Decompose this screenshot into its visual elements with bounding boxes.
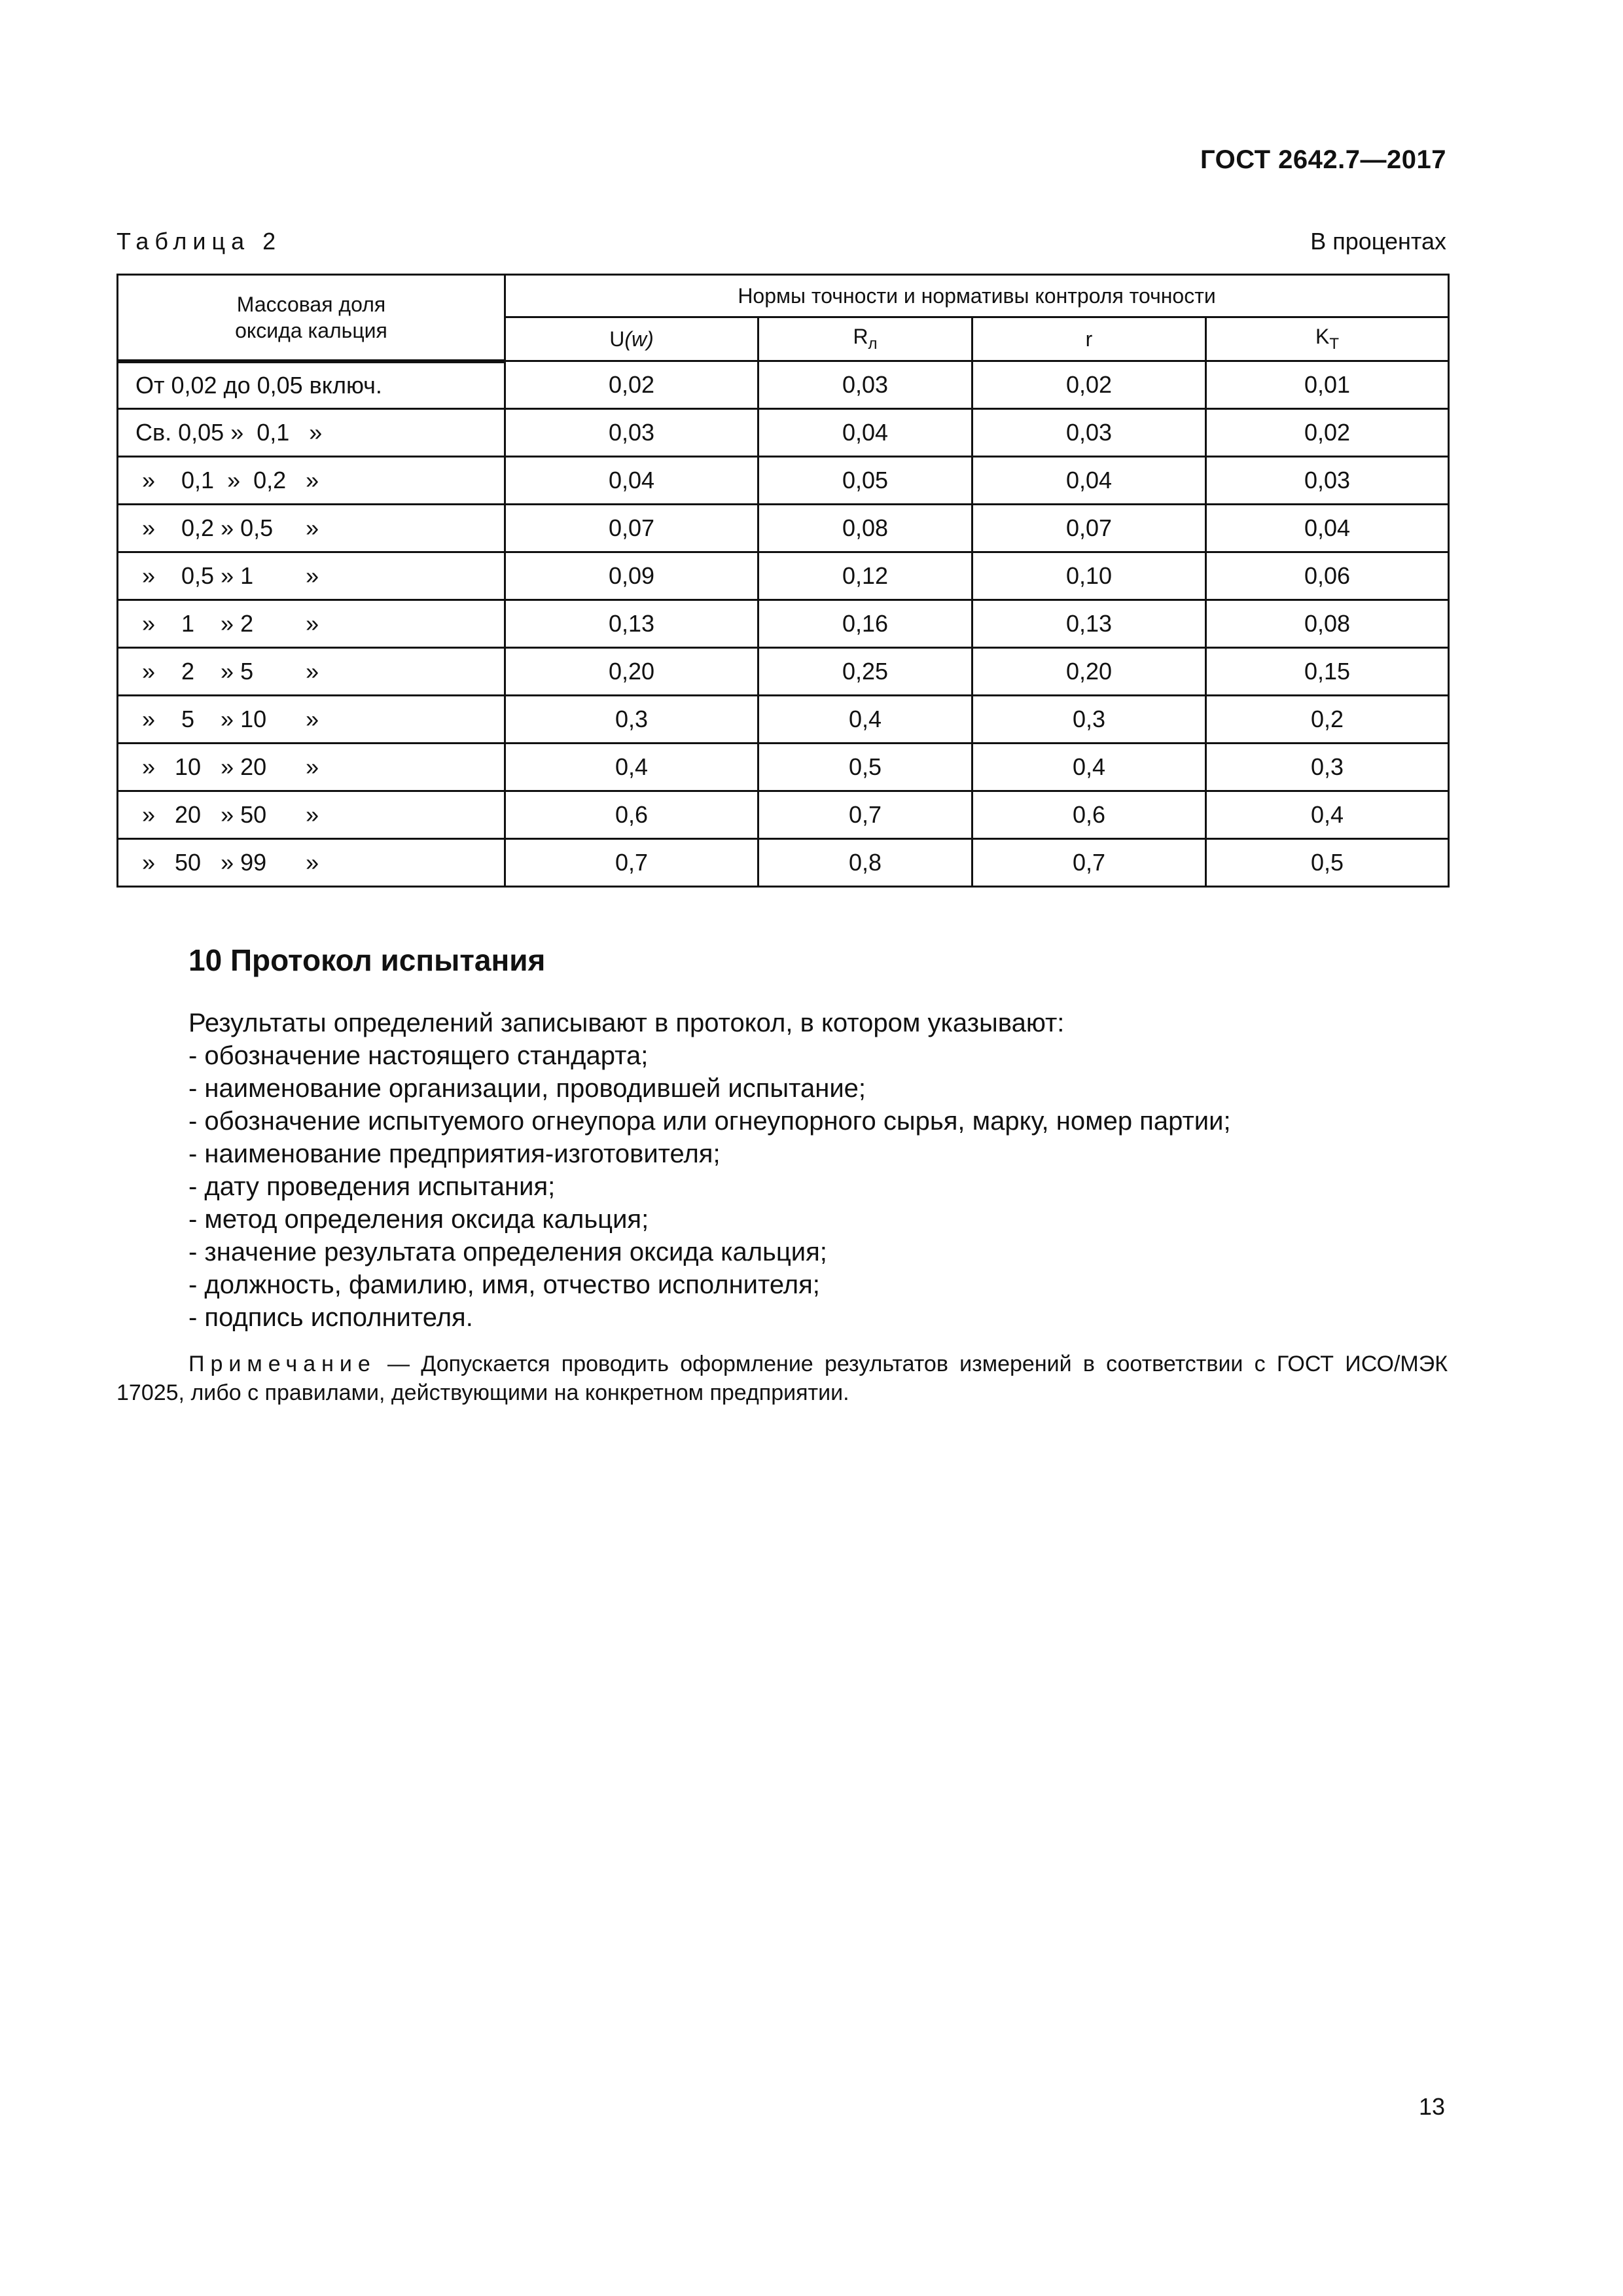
table-row bbox=[118, 696, 1449, 744]
k-t-cell: 0,4 bbox=[1206, 791, 1449, 839]
r-cell: 0,10 bbox=[972, 552, 1206, 600]
range-cell: » 0,2 » 0,5 » bbox=[118, 505, 505, 552]
list-item: - дату проведения испытания; bbox=[188, 1172, 556, 1201]
list-item: - должность, фамилию, имя, отчество исполнителя; bbox=[188, 1270, 820, 1299]
u-cell: 0,02 bbox=[505, 361, 758, 409]
table-row bbox=[118, 791, 1449, 839]
k-t-cell: 0,15 bbox=[1206, 648, 1449, 696]
u-cell: 0,6 bbox=[505, 791, 758, 839]
page-number: 13 bbox=[1418, 2093, 1445, 2120]
table-row bbox=[118, 552, 1449, 600]
u-column-header: U(w) bbox=[505, 317, 758, 361]
note-text: — Допускается проводить оформление результатов измерений в соответствии с ГОСТ ИСО/МЭК 17025, либо с правилами, действующими на конкретном предприятии. bbox=[116, 1352, 1448, 1405]
u-cell: 0,4 bbox=[505, 744, 758, 791]
protocol-items-list bbox=[188, 1039, 1231, 1334]
r-l-cell: 0,5 bbox=[758, 744, 972, 791]
r-l-column-header: $R_л$ bbox=[758, 317, 972, 361]
u-cell: 0,04 bbox=[505, 457, 758, 505]
u-cell: 0,03 bbox=[505, 409, 758, 457]
k-t-cell: 0,3 bbox=[1206, 744, 1449, 791]
u-cell: 0,09 bbox=[505, 552, 758, 600]
r-cell: 0,07 bbox=[972, 505, 1206, 552]
table-units: В процентах bbox=[1310, 228, 1446, 255]
r-cell: 0,6 bbox=[972, 791, 1206, 839]
norms-group-header: Нормы точности и нормативы контроля точности bbox=[505, 275, 1449, 317]
k-t-cell: 0,01 bbox=[1206, 361, 1449, 409]
table-row bbox=[118, 505, 1449, 552]
note-label: Примечание bbox=[188, 1352, 376, 1376]
range-cell: » 0,1 » 0,2 » bbox=[118, 457, 505, 505]
table-row bbox=[118, 744, 1449, 791]
r-l-cell: 0,03 bbox=[758, 361, 972, 409]
list-item: - метод определения оксида кальция; bbox=[188, 1205, 649, 1234]
r-cell: 0,7 bbox=[972, 839, 1206, 887]
list-item: - обозначение испытуемого огнеупора или огнеупорного сырья, марку, номер партии; bbox=[188, 1107, 1231, 1136]
k-t-cell: 0,2 bbox=[1206, 696, 1449, 744]
r-l-cell: 0,7 bbox=[758, 791, 972, 839]
r-cell: 0,20 bbox=[972, 648, 1206, 696]
r-cell: 0,4 bbox=[972, 744, 1206, 791]
r-l-cell: 0,25 bbox=[758, 648, 972, 696]
range-cell: Св. 0,05 » 0,1 » bbox=[118, 409, 505, 457]
k-t-cell: 0,04 bbox=[1206, 505, 1449, 552]
standard-code: ГОСТ 2642.7—2017 bbox=[1200, 145, 1446, 174]
k-t-cell: 0,06 bbox=[1206, 552, 1449, 600]
table-row bbox=[118, 600, 1449, 648]
range-cell: От 0,02 до 0,05 включ. bbox=[118, 361, 505, 409]
list-item: - обозначение настоящего стандарта; bbox=[188, 1041, 649, 1070]
table-caption: Таблица 2 bbox=[116, 228, 282, 255]
section-heading: 10 Протокол испытания bbox=[188, 943, 546, 977]
r-column-header: r bbox=[972, 317, 1206, 361]
r-l-cell: 0,8 bbox=[758, 839, 972, 887]
table-row bbox=[118, 409, 1449, 457]
mass-fraction-header: Массовая доля оксида кальция bbox=[118, 275, 505, 361]
r-cell: 0,04 bbox=[972, 457, 1206, 505]
range-cell: » 2 » 5 » bbox=[118, 648, 505, 696]
r-l-cell: 0,04 bbox=[758, 409, 972, 457]
accuracy-norms-table bbox=[116, 274, 1450, 888]
range-cell: » 50 » 99 » bbox=[118, 839, 505, 887]
r-l-cell: 0,16 bbox=[758, 600, 972, 648]
r-cell: 0,02 bbox=[972, 361, 1206, 409]
u-cell: 0,7 bbox=[505, 839, 758, 887]
k-t-cell: 0,08 bbox=[1206, 600, 1449, 648]
r-l-cell: 0,05 bbox=[758, 457, 972, 505]
table-row bbox=[118, 457, 1449, 505]
u-cell: 0,20 bbox=[505, 648, 758, 696]
note-paragraph bbox=[116, 1350, 1448, 1407]
list-item: - подпись исполнителя. bbox=[188, 1303, 473, 1332]
k-t-cell: 0,5 bbox=[1206, 839, 1449, 887]
k-t-cell: 0,03 bbox=[1206, 457, 1449, 505]
section-intro: Результаты определений записывают в протокол, в котором указывают: bbox=[188, 1009, 1065, 1037]
u-cell: 0,07 bbox=[505, 505, 758, 552]
r-cell: 0,03 bbox=[972, 409, 1206, 457]
k-t-cell: 0,02 bbox=[1206, 409, 1449, 457]
u-cell: 0,3 bbox=[505, 696, 758, 744]
r-l-cell: 0,08 bbox=[758, 505, 972, 552]
r-cell: 0,3 bbox=[972, 696, 1206, 744]
u-cell: 0,13 bbox=[505, 600, 758, 648]
table-row bbox=[118, 361, 1449, 409]
table-row bbox=[118, 648, 1449, 696]
list-item: - наименование предприятия-изготовителя; bbox=[188, 1139, 721, 1168]
range-cell: » 10 » 20 » bbox=[118, 744, 505, 791]
table-row bbox=[118, 839, 1449, 887]
k-t-column-header: $K_T$ bbox=[1206, 317, 1449, 361]
r-l-cell: 0,4 bbox=[758, 696, 972, 744]
list-item: - наименование организации, проводившей испытание; bbox=[188, 1074, 866, 1103]
range-cell: » 1 » 2 » bbox=[118, 600, 505, 648]
range-cell: » 0,5 » 1 » bbox=[118, 552, 505, 600]
r-cell: 0,13 bbox=[972, 600, 1206, 648]
range-cell: » 5 » 10 » bbox=[118, 696, 505, 744]
list-item: - значение результата определения оксида кальция; bbox=[188, 1238, 827, 1266]
range-cell: » 20 » 50 » bbox=[118, 791, 505, 839]
r-l-cell: 0,12 bbox=[758, 552, 972, 600]
